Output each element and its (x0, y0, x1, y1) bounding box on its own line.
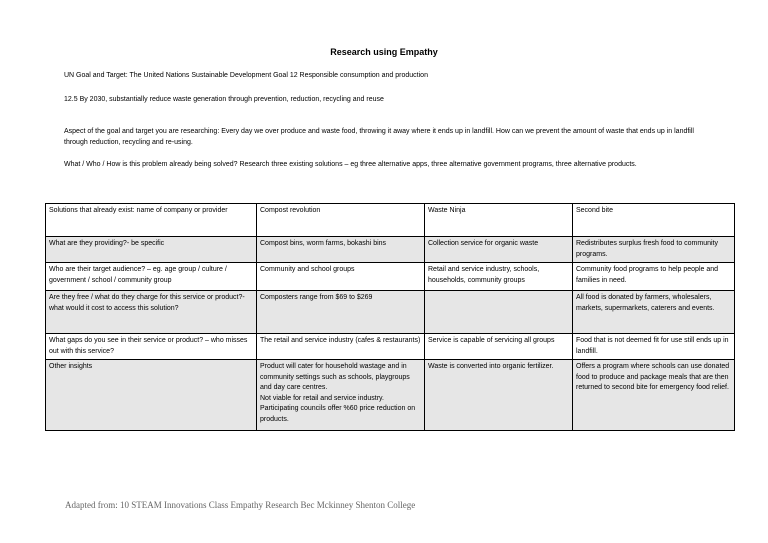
table-row (46, 334, 735, 360)
aspect-paragraph: Aspect of the goal and target you are researching: Every day we over produce and waste food, throwing it away where it ends up in landfill. How can we prevent the amount of waste that ends up in landfill through reduction, recycling and re-using. (64, 128, 694, 146)
row-label-cell: Are they free / what do they charge for this service or product?- what would it cost to access this solution? (46, 291, 257, 334)
footer-credit: Adapted from: 10 STEAM Innovations Class Empathy Research Bec Mckinney Shenton College (65, 500, 416, 510)
header-cell: Waste Ninja (425, 204, 573, 237)
table-cell: Product will cater for household wastage and in community settings such as schools, playgroups and day care centres. Not viable for retail and service industry. Participating councils offer %60 price reduction on products. (257, 360, 425, 431)
table-row (46, 263, 735, 291)
table-cell: Composters range from $69 to $269 (257, 291, 425, 334)
row-label-cell: What gaps do you see in their service or product? – who misses out with this service? (46, 334, 257, 360)
table-cell: Offers a program where schools can use donated food to produce and package meals that are then returned to second bite for emergency food relief. (573, 360, 735, 431)
table-row (46, 360, 735, 431)
table-cell: Community and school groups (257, 263, 425, 291)
table-cell: Retail and service industry, schools, households, community groups (425, 263, 573, 291)
question-paragraph: What / Who / How is this problem already being solved? Research three existing solutions – eg three alternative apps, three alternative government programs, three alternative products. (64, 161, 637, 168)
table-cell: Redistributes surplus fresh food to community programs. (573, 237, 735, 263)
table-cell: All food is donated by farmers, wholesalers, markets, supermarkets, caterers and events. (573, 291, 735, 334)
page-title: Research using Empathy (330, 47, 438, 57)
row-label-cell: What are they providing?- be specific (46, 237, 257, 263)
header-cell: Solutions that already exist: name of company or provider (46, 204, 257, 237)
table-cell: Collection service for organic waste (425, 237, 573, 263)
table-cell (425, 291, 573, 334)
table-row (46, 291, 735, 334)
table-cell: Food that is not deemed fit for use still ends up in landfill. (573, 334, 735, 360)
goal-line: UN Goal and Target: The United Nations Sustainable Development Goal 12 Responsible consumption and production (64, 72, 428, 79)
row-label-cell: Other insights (46, 360, 257, 431)
header-cell: Compost revolution (257, 204, 425, 237)
table-header-row (46, 204, 735, 237)
row-label-cell: Who are their target audience? – eg. age group / culture / government / school / community group (46, 263, 257, 291)
research-table (45, 203, 735, 431)
target-line: 12.5 By 2030, substantially reduce waste generation through prevention, reduction, recycling and reuse (64, 96, 384, 103)
header-cell: Second bite (573, 204, 735, 237)
table-cell: Compost bins, worm farms, bokashi bins (257, 237, 425, 263)
table-cell: Community food programs to help people and families in need. (573, 263, 735, 291)
table-cell: Waste is converted into organic fertilizer. (425, 360, 573, 431)
table-row (46, 237, 735, 263)
table-cell: Service is capable of servicing all groups (425, 334, 573, 360)
table-cell: The retail and service industry (cafes & restaurants) (257, 334, 425, 360)
